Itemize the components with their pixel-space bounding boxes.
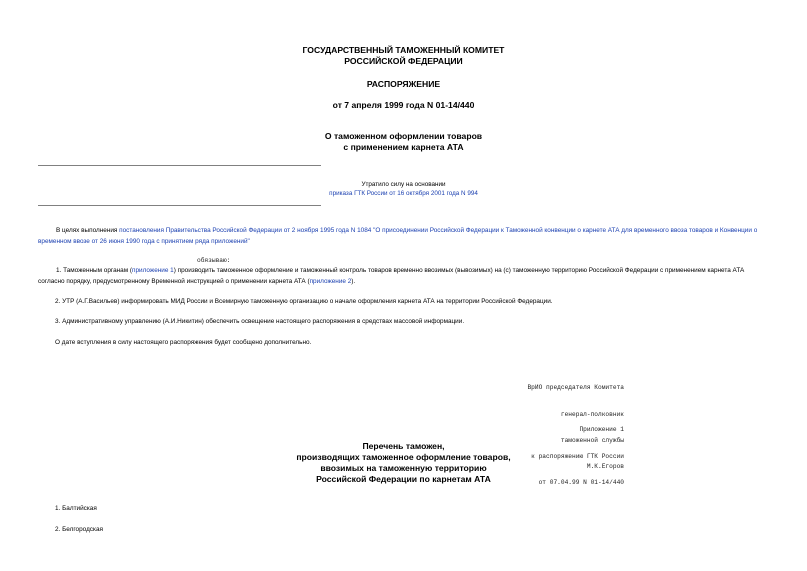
intro-link[interactable]: постановления Правительства Российской Федерации от 2 ноября 1995 года N 1084 "О присоединении Российской Федерации к Таможенной конвенции о карнете АТА для временного ввоза товаров и Конвенции о временном ввозе от 26 июня 1990 года с принятием ряда приложений": [38, 227, 758, 245]
signature-line-1: ВрИО председателя Комитета: [527, 384, 624, 392]
item-1-start: 1. Таможенным органам (: [56, 267, 133, 274]
item-2: 2. УТР (А.Г.Васильев) информировать МИД России и Всемирную таможенную организацию о начале оформления карнета АТА на территории Российской Федерации.: [55, 298, 553, 305]
item-1-end: ).: [351, 278, 356, 285]
doc-type: РАСПОРЯЖЕНИЕ: [366, 79, 441, 89]
signature-line-2: генерал-полковник: [560, 410, 624, 418]
signature-line-4: М.К.Егоров: [586, 462, 624, 470]
doc-date: от 7 апреля 1999 года N 01-14/440: [332, 100, 475, 110]
customs-list-item: 1. Балтийская: [55, 505, 97, 512]
item-1: [38, 265, 771, 287]
appendix-title-line-2: производящих таможенное оформление товаров,: [296, 452, 511, 462]
appendix-ref-line-3: от 07.04.99 N 01-14/440: [538, 478, 624, 486]
appendix-ref-line-1: Приложение 1: [579, 426, 624, 434]
appendix-title-line-1: Перечень таможен,: [362, 441, 445, 451]
appendix-title-line-3: ввозимых на таможенную территорию: [320, 463, 487, 473]
signature-line-3: таможенной службы: [560, 436, 624, 444]
item-4: О дате вступления в силу настоящего распоряжения будет сообщено дополнительно.: [55, 339, 312, 346]
customs-list-item: 2. Белгородская: [55, 526, 103, 533]
item-3: 3. Административному управлению (А.И.Никитин) обеспечить освещение настоящего распоряжения в средствах массовой информации.: [55, 318, 465, 325]
agency-line-2: РОССИЙСКОЙ ФЕДЕРАЦИИ: [344, 56, 463, 66]
expired-link[interactable]: приказа ГТК России от 16 октября 2001 года N 994: [329, 190, 478, 197]
doc-subject: [0, 131, 807, 153]
item-1-mid: ) производить таможенное оформление и таможенный контроль товаров временно ввозимых (вывозимых) на (с) таможенную территорию Российской Федерации с применением карнета АТА согласно порядку, предусмотренному Временной инструкцией о применении карнета АТА (: [38, 267, 745, 285]
subject-line-1: О таможенном оформлении товаров: [324, 131, 483, 141]
subject-line-2: с применением карнета АТА: [343, 142, 464, 152]
appendix-2-link[interactable]: приложение 2: [309, 278, 352, 285]
obligate-word: обязываю:: [197, 257, 231, 264]
expired-text: Утратило силу на основании: [361, 181, 446, 188]
separator-top: [38, 165, 321, 166]
agency-title: [0, 45, 807, 67]
appendix-title: [0, 441, 807, 485]
appendix-1-link[interactable]: приложение 1: [132, 267, 174, 274]
expired-notice: [0, 180, 807, 198]
appendix-title-line-4: Российской Федерации по карнетам АТА: [316, 474, 491, 484]
appendix-ref-line-2: к распоряжению ГТК России: [531, 452, 624, 460]
separator-bottom: [38, 205, 321, 206]
agency-line-1: ГОСУДАРСТВЕННЫЙ ТАМОЖЕННЫЙ КОМИТЕТ: [302, 45, 505, 55]
intro-lead: В целях выполнения: [56, 227, 118, 234]
intro-paragraph: [38, 225, 771, 247]
